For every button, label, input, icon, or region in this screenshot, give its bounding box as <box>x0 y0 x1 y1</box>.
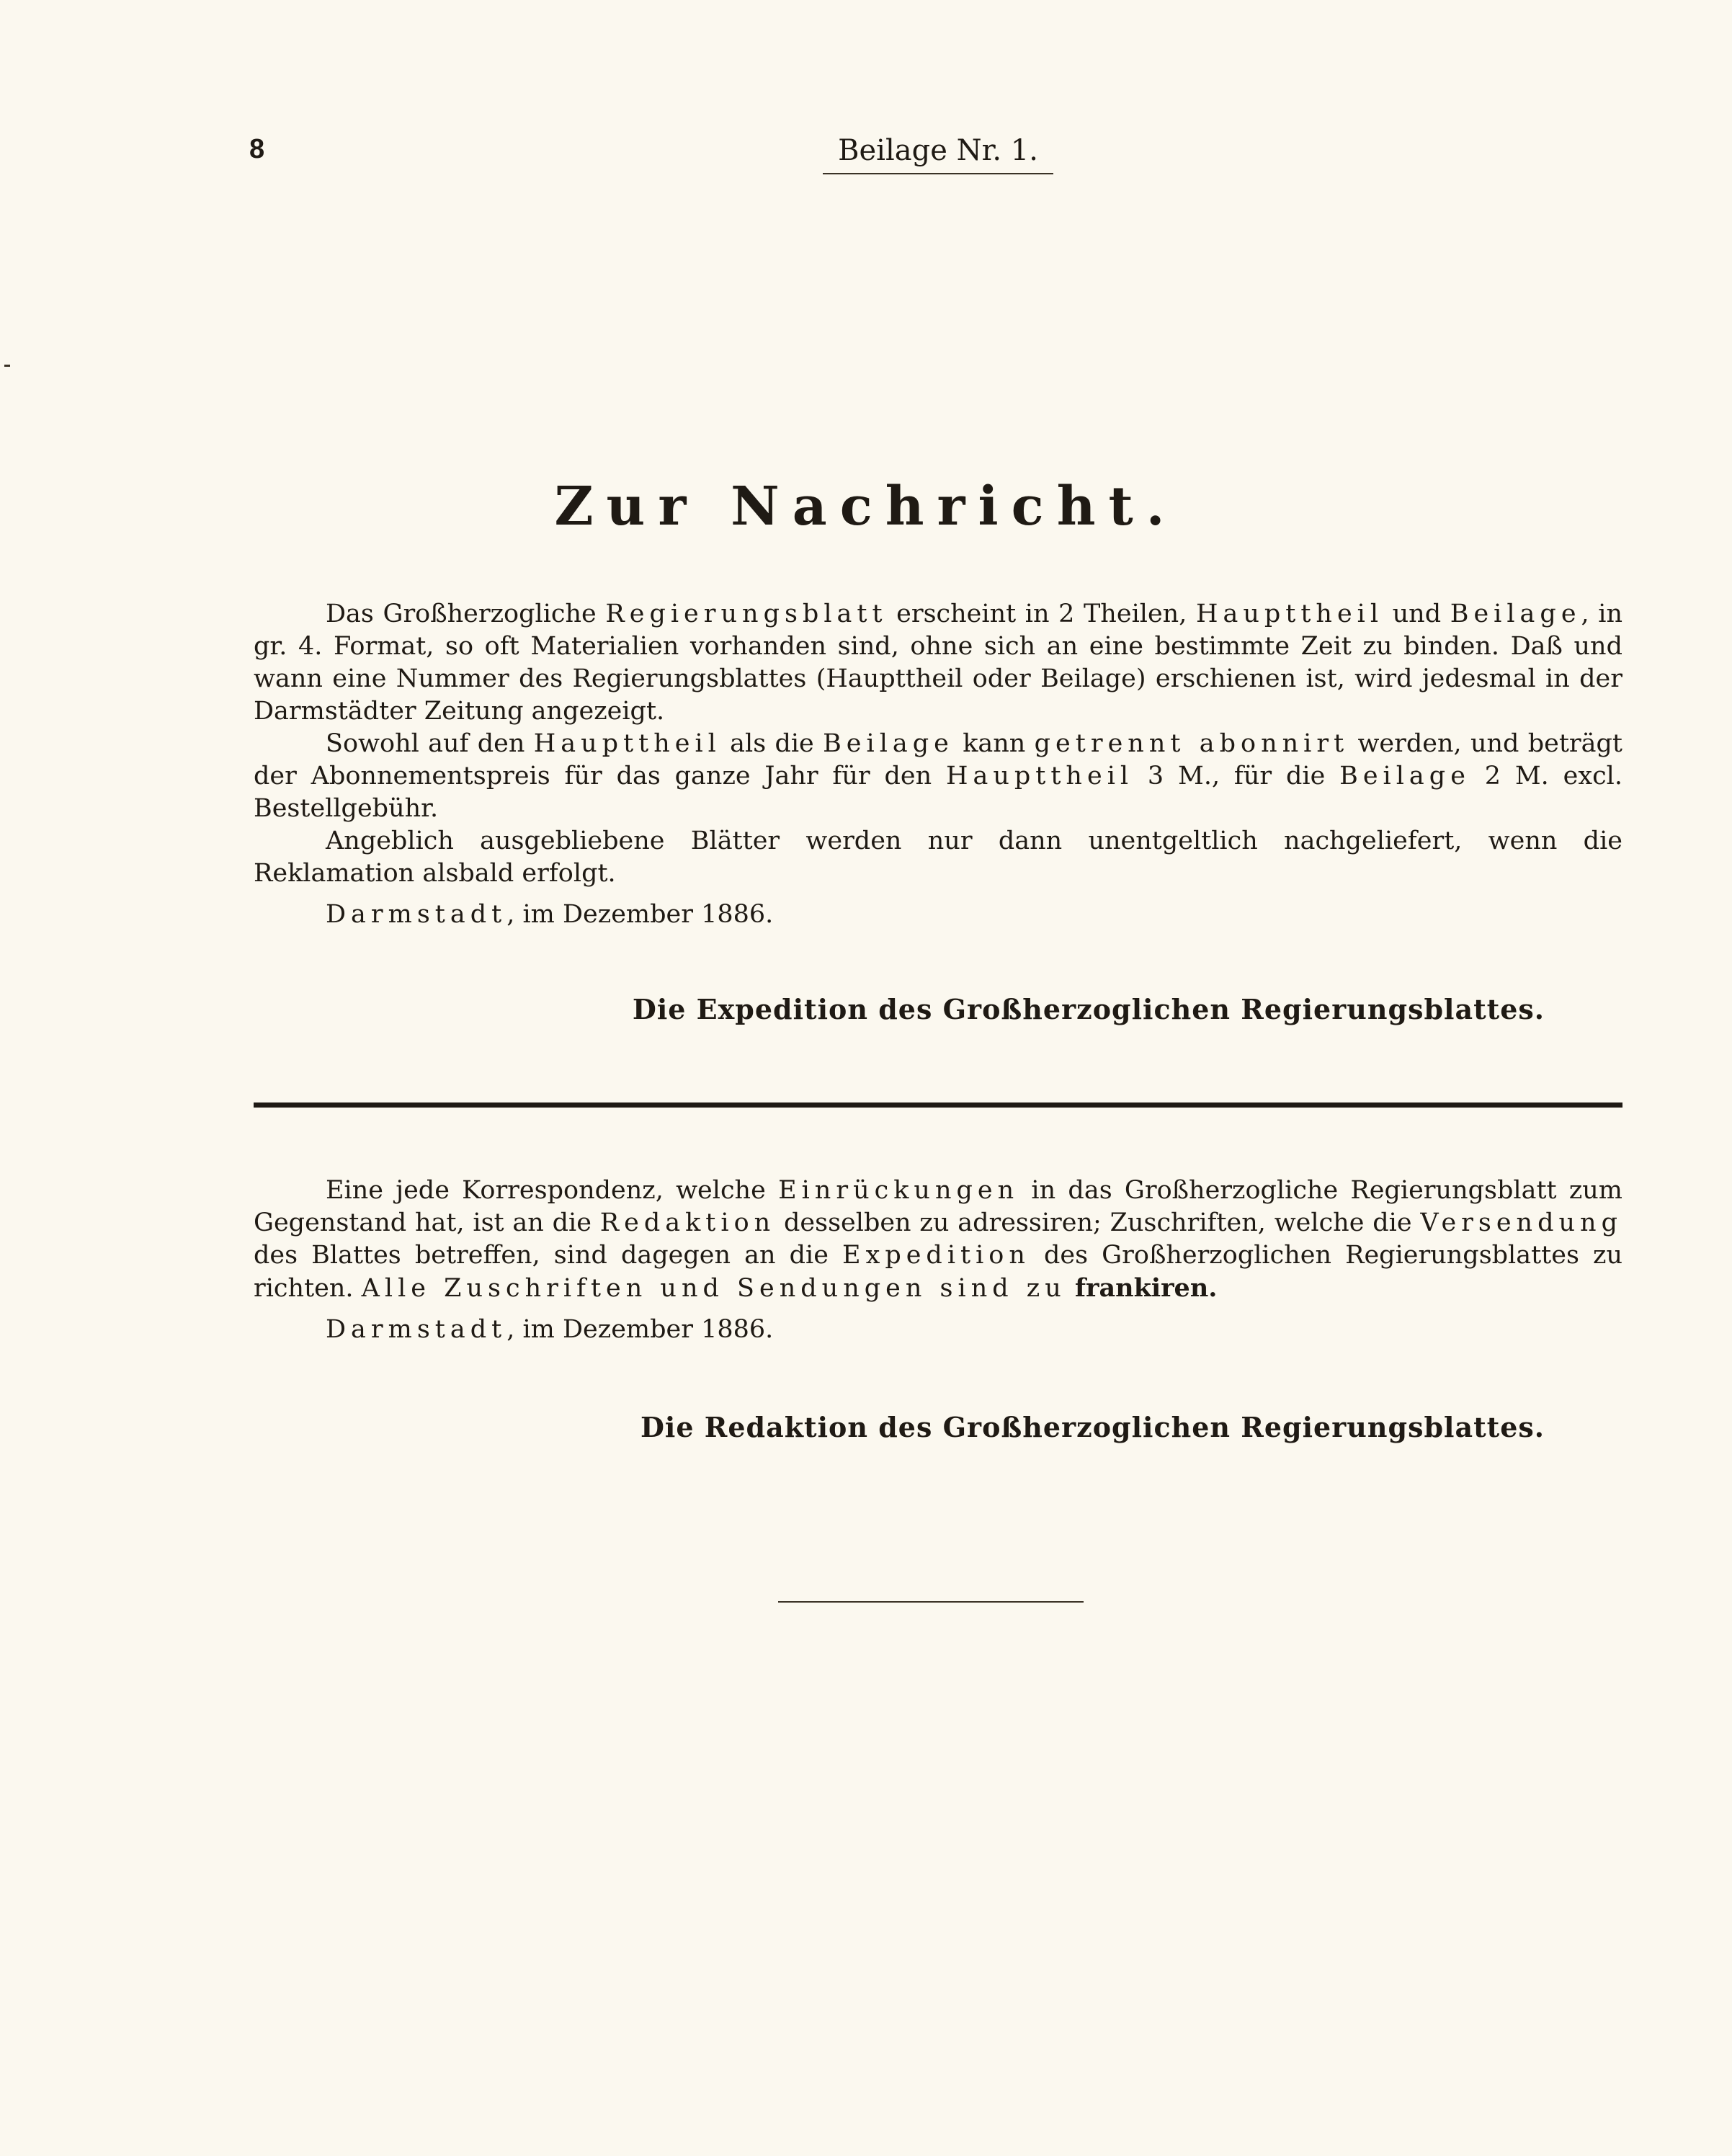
signature-expedition: Die Expedition des Großherzoglichen Regierungsblattes. <box>632 993 1545 1025</box>
signature-redaktion: Die Redaktion des Großherzoglichen Regierungsblattes. <box>640 1411 1545 1443</box>
page-number: 8 <box>249 134 265 164</box>
notice-expedition-paragraph-1: Das Großherzogliche Regierungsblatt erscheint in 2 Theilen, Haupttheil und Beilage, in gr. 4. Format, so oft Materialien vorhanden sind, ohne sich an eine bestimmte Zeit zu binden. Daß und wann eine Nummer des Regierungsblattes (Haupttheil oder Beilage) erschienen ist, wird jedesmal in der Darmstädter Zeitung angezeigt. <box>254 600 1623 726</box>
running-title: Beilage Nr. 1. <box>823 134 1053 174</box>
notice-redaktion-date: Darmstadt, im Dezember 1886. <box>326 1315 774 1344</box>
notice-redaktion <box>254 1175 1622 1346</box>
notice-expedition-paragraph-3: Angeblich ausgebliebene Blätter werden nur dann unentgeltlich nachgeliefert, wenn die Reklamation alsbald erfolgt. <box>254 827 1622 888</box>
notice-expedition-date: Darmstadt, im Dezember 1886. <box>326 900 774 929</box>
end-rule <box>778 1601 1084 1603</box>
margin-mark <box>4 365 10 367</box>
section-divider <box>254 1102 1622 1108</box>
notice-expedition-paragraph-2: Sowohl auf den Haupttheil als die Beilage kann getrennt abonnirt werden, und beträgt der Abonnementspreis für das ganze Jahr für den Haupttheil 3 M., für die Beilage 2 M. excl. Bestellgebühr. <box>254 729 1623 823</box>
section-title: Zur Nachricht. <box>554 476 1178 538</box>
notice-redaktion-paragraph-1: Eine jede Korrespondenz, welche Einrückungen in das Großherzogliche Regierungsblatt zum Gegenstand hat, ist an die Redaktion desselben zu adressiren; Zuschriften, welche die Versendung des Blattes betreffen, sind dagegen an die Expedition des Großherzoglichen Regierungsblattes zu richten. Alle Zuschriften und Sendungen sind zu frankiren. <box>254 1176 1622 1303</box>
notice-expedition <box>254 598 1622 931</box>
